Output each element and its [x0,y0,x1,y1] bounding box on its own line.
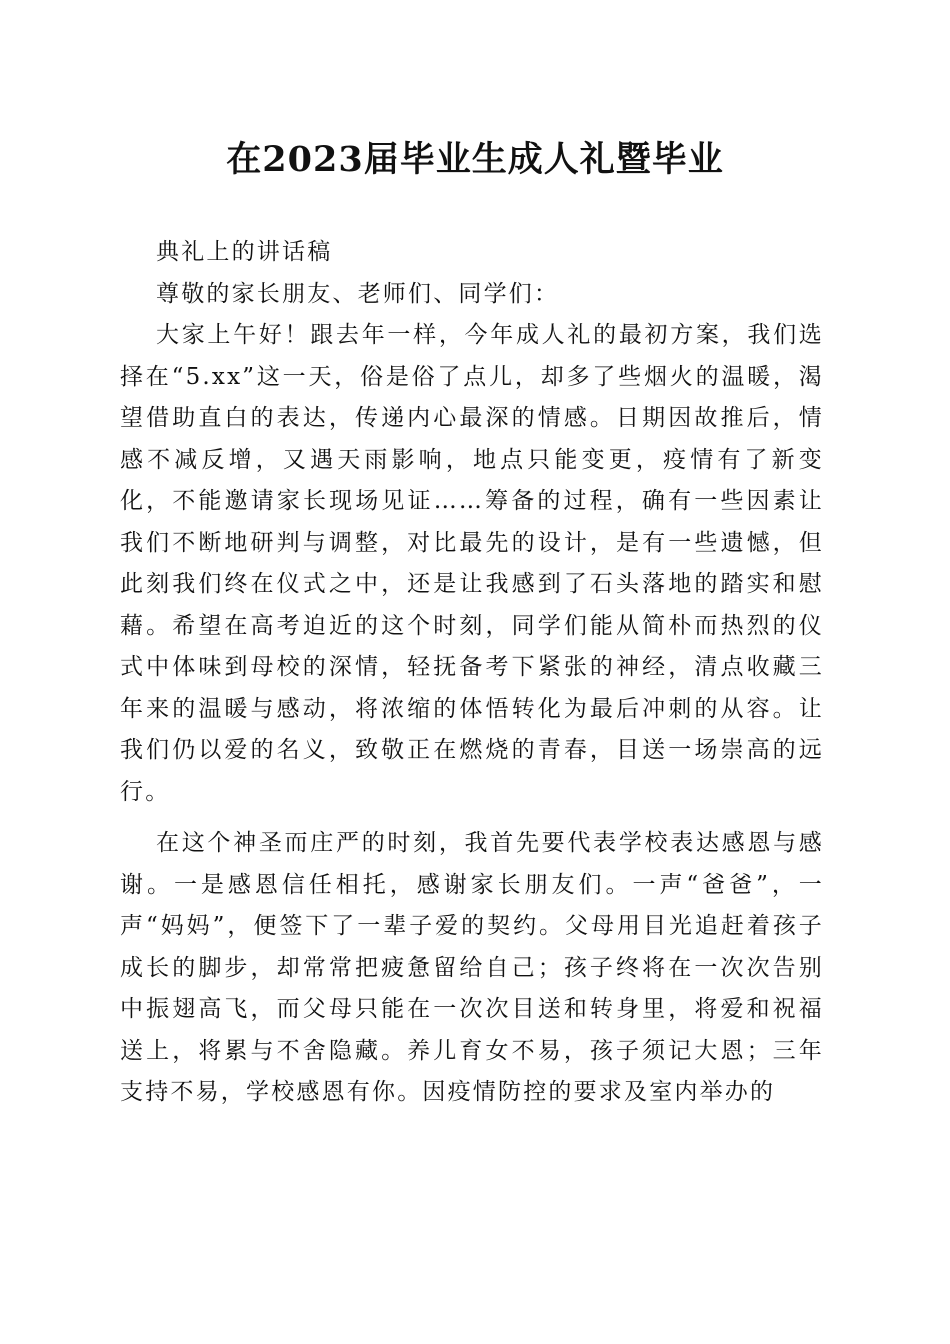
paragraph-salutation: 尊敬的家长朋友、老师们、同学们： [156,280,560,307]
paragraph-opening: 大家上午好！跟去年一样，今年成人礼的最初方案，我们选择在“5.xx”这一天，俗是俗了点儿，却多了些烟火的温暖，渴望借助直白的表达，传递内心最深的情感。日期因故推后，情感不减反增，又遇天雨影响，地点只能变更，疫情有了新变化，不能邀请家长现场见证……筹备的过程，确有一些因素让我们不断地研判与调整，对比最先的设计，是有一些遗憾，但此刻我们终在仪式之中，还是让我感到了石头落地的踏实和慰藉。希望在高考迫近的这个时刻，同学们能从简朴而热烈的仪式中体味到母校的深情，轻抚备考下紧张的神经，清点收藏三年来的温暖与感动，将浓缩的体悟转化为最后冲刺的从容。让我们仍以爱的名义，致敬正在燃烧的青春，目送一场崇高的远行。 [120,322,824,805]
document-body [120,232,824,1114]
document-title: 在2023届毕业生成人礼暨毕业 [226,139,724,180]
paragraph-gratitude: 在这个神圣而庄严的时刻，我首先要代表学校表达感恩与感谢。一是感恩信任相托，感谢家长朋友们。一声“爸爸”，一声“妈妈”，便签下了一辈子爱的契约。父母用目光追赶着孩子成长的脚步，却常常把疲惫留给自己；孩子终将在一次次告别中振翅高飞，而父母只能在一次次目送和转身里，将爱和祝福送上，将累与不舍隐藏。养儿育女不易，孩子须记大恩；三年支持不易，学校感恩有你。因疫情防控的要求及室内举办的 [120,830,824,1105]
paragraph-title-continuation: 典礼上的讲话稿 [156,239,333,265]
